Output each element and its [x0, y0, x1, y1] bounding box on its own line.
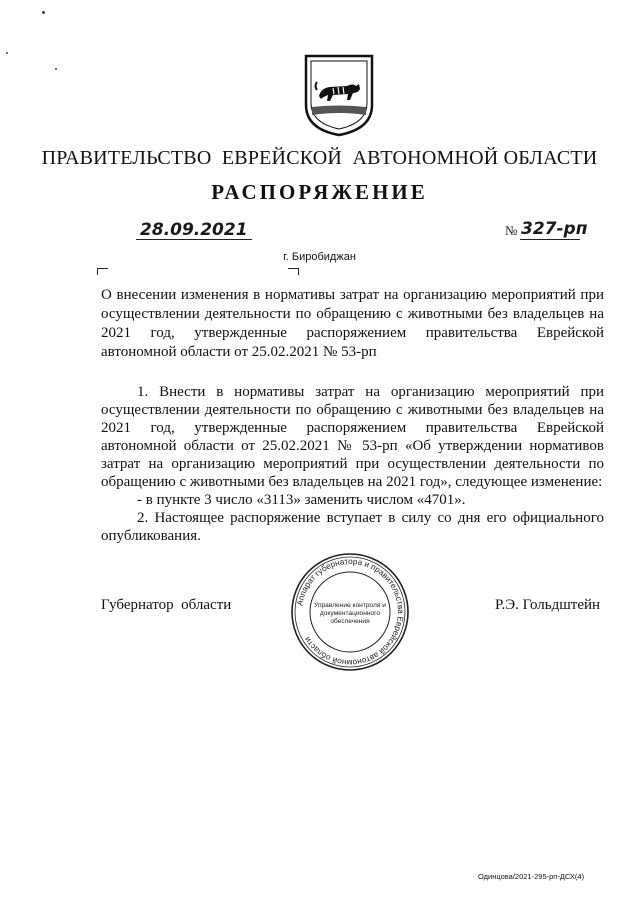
scan-speck: [42, 11, 45, 14]
body-paragraph-1: 1. Внести в нормативы затрат на организацию мероприятий при осуществлении деятельности по обращению с животными без владельцев на 2021 год, утвержденные распоряжением правительства Еврейской автономной области от 25.02.2021 № 53-рп «Об утверждении нормативов затрат на организацию мероприятий при осуществлении деятельности по обращению с животными без владельцев на 2021 год», следующее изменение:: [101, 384, 604, 490]
coat-of-arms-emblem: [303, 53, 375, 137]
document-type-heading: РАСПОРЯЖЕНИЕ: [211, 180, 428, 204]
stamp-center-line-2: документационного: [319, 610, 381, 617]
body-paragraph-3: 2. Настоящее распоряжение вступает в силу со дня его официального опубликования.: [101, 510, 604, 544]
city-line: г. Биробиджан: [283, 251, 356, 263]
handwritten-date: 28.09.2021: [140, 220, 248, 240]
stamp-center-line-1: Управление контроля и: [314, 602, 386, 609]
date-underline: [136, 239, 252, 240]
number-sign: №: [505, 223, 518, 238]
official-round-stamp: [290, 552, 410, 672]
body-paragraph-2: - в пункте 3 число «3113» заменить числом «4701».: [137, 492, 466, 508]
number-underline: [520, 239, 580, 240]
stamp-ring-text: Аппарат губернатора и правительства Еврейской автономной области: [295, 556, 406, 668]
document-subject: О внесении изменения в нормативы затрат на организацию мероприятий при осуществлении деятельности по обращению с животными без владельцев на 2021 год, утвержденные распоряжением правительства Еврейской автономной области от 25.02.2021 № 53-рп: [101, 287, 604, 360]
stamp-center-line-3: обеспечения: [330, 618, 370, 625]
government-title: ПРАВИТЕЛЬСТВО ЕВРЕЙСКОЙ АВТОНОМНОЙ ОБЛАСТИ: [41, 147, 598, 169]
subject-corner-bracket-right: [288, 268, 299, 275]
subject-corner-bracket-left: [97, 268, 108, 275]
signer-name: Р.Э. Гольдштейн: [495, 597, 601, 613]
document-body: [101, 383, 604, 545]
footer-document-code: Одинцова/2021-295-рп-ДСХ(4): [478, 872, 585, 881]
scan-speck: [6, 52, 8, 54]
handwritten-document-number: 327-рп: [521, 219, 588, 239]
scan-speck: [55, 68, 57, 70]
signer-position: Губернатор области: [101, 597, 232, 613]
